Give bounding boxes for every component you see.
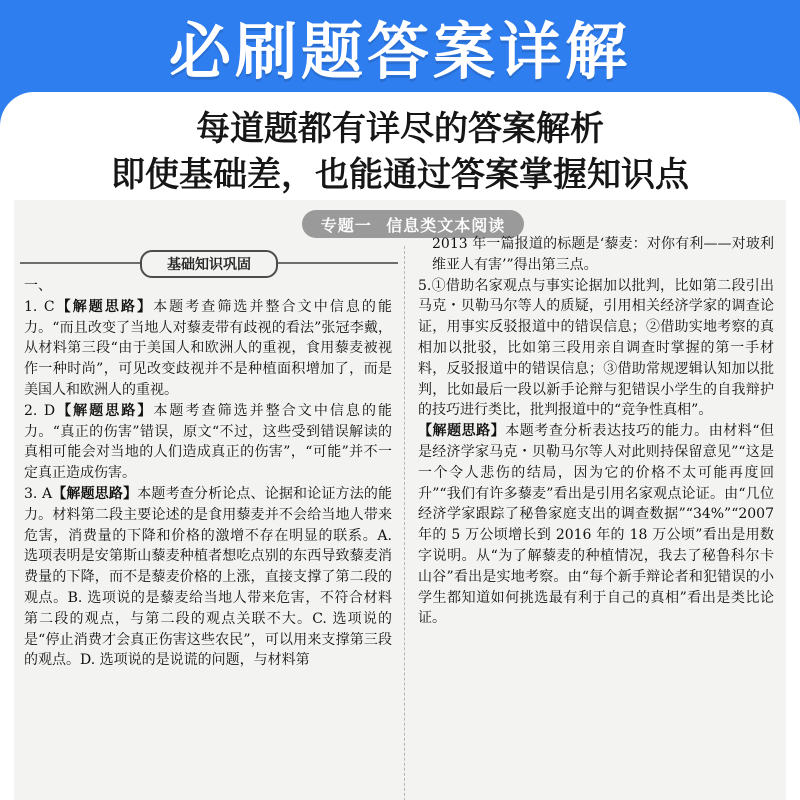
answer-item-1	[24, 297, 392, 401]
left-column	[24, 276, 392, 671]
answer-text: 本题考查分析论点、论据和论证方法的能力。材料第二段主要论述的是食用藜麦并不会给当地人带来危害，消费量的下降和价格的激增不存在明显的联系。A. 选项表明是安第斯山藜麦种植者想吃点别的东西导致藜麦消费量的下降，而不是藜麦价格的上涨，直接支撑了第二段的观点。B. 选项说的是藜麦给当地人带来危害，不符合材料第二段的观点，与第二段的观点关联不大。C. 选项说的是“停止消费才会真正伤害这些农民”，可以用来支撑第三段的观点。D. 选项说的是说谎的问题，与材料第	[24, 485, 393, 669]
analysis-tag: 【解题思路】	[55, 402, 154, 419]
answer-item-2	[24, 401, 392, 484]
answer-number: 2. D	[24, 402, 56, 419]
headline	[0, 106, 800, 198]
answer-text: ①借助名家观点与事实论据加以批判，比如第二段引出马克・贝勒马尔等人的质疑，引用相关经济学家的调查论证，用事实反驳报道中的错误信息；②借助实地考察的真相加以批驳，比如第三段用亲自调查时掌握的第一手材料，反驳报道中的错误信息；③借助常规逻辑认知加以批判，比如最后一段以新手论辩与犯错误小学生的自我辩护的技巧进行类比，批判报道中的“竞争性真相”。	[418, 277, 774, 419]
headline-line-1: 每道题都有详尽的答案解析	[196, 109, 604, 149]
section-number: 一、	[24, 278, 52, 294]
answer-number: 3. A	[24, 485, 53, 502]
analysis-tag: 【解题思路】	[418, 423, 506, 440]
book-page	[14, 200, 786, 800]
right-column	[418, 234, 774, 629]
topic-label: 专题一 信息类文本阅读	[302, 210, 524, 238]
analysis-tag: 【解题思路】	[54, 298, 154, 315]
headline-line-2: 即使基础差，也能通过答案掌握知识点	[111, 155, 689, 195]
analysis-paragraph	[418, 421, 774, 629]
content-card	[0, 92, 800, 800]
continued-text: 2013 年一篇报道的标题是‘藜麦：对你有利——对玻利维亚人有害’”得出第三点。	[432, 236, 774, 273]
answer-item-3	[24, 484, 392, 671]
top-banner	[0, 0, 800, 92]
banner-title: 必刷题答案详解	[168, 14, 631, 88]
answer-text: 本题考查筛选并整合文中信息的能力。“真正的伤害”错误，原文“不过，这些受到错误解读的真相可能会对当地的人们造成真正的伤害”，“可能”并不一定真正造成伤害。	[24, 402, 392, 482]
analysis-text: 本题考查分析表达技巧的能力。由材料“但是经济学家马克・贝勒马尔等人对此则持保留意见”“这是一个令人悲伤的结局，因为它的价格不太可能再度回升”“我们有许多藜麦”看出是引用名家观点论证。由“几位经济学家跟踪了秘鲁家庭支出的调查数据”“34%”“2007 年的 5 万公顷增长到 2016 年的 18 万公顷”看出是用数字说明。从“为了解藜麦的种植情况，我去了秘鲁科尔卡山谷”看出是实地考察。由“每个新手辩论者和犯错误的小学生都知道如何挑选最有利于自己的真相”看出是类比论证。	[418, 423, 775, 627]
column-divider	[404, 246, 405, 800]
answer-text: 本题考查筛选并整合文中信息的能力。“而且改变了当地人对藜麦带有歧视的看法”张冠李戴，从材料第三段“由于美国人和欧洲人的重视，食用藜麦被视作一种时尚”，可见改变歧视并不是种植面积增加了，而是美国人和欧洲人的重视。	[24, 298, 392, 398]
answer-item-5	[418, 276, 774, 422]
answer-number: 1. C	[24, 298, 55, 315]
answer-number: 5.	[418, 277, 432, 294]
analysis-tag: 【解题思路】	[52, 485, 138, 502]
section-label: 基础知识巩固	[140, 250, 278, 278]
